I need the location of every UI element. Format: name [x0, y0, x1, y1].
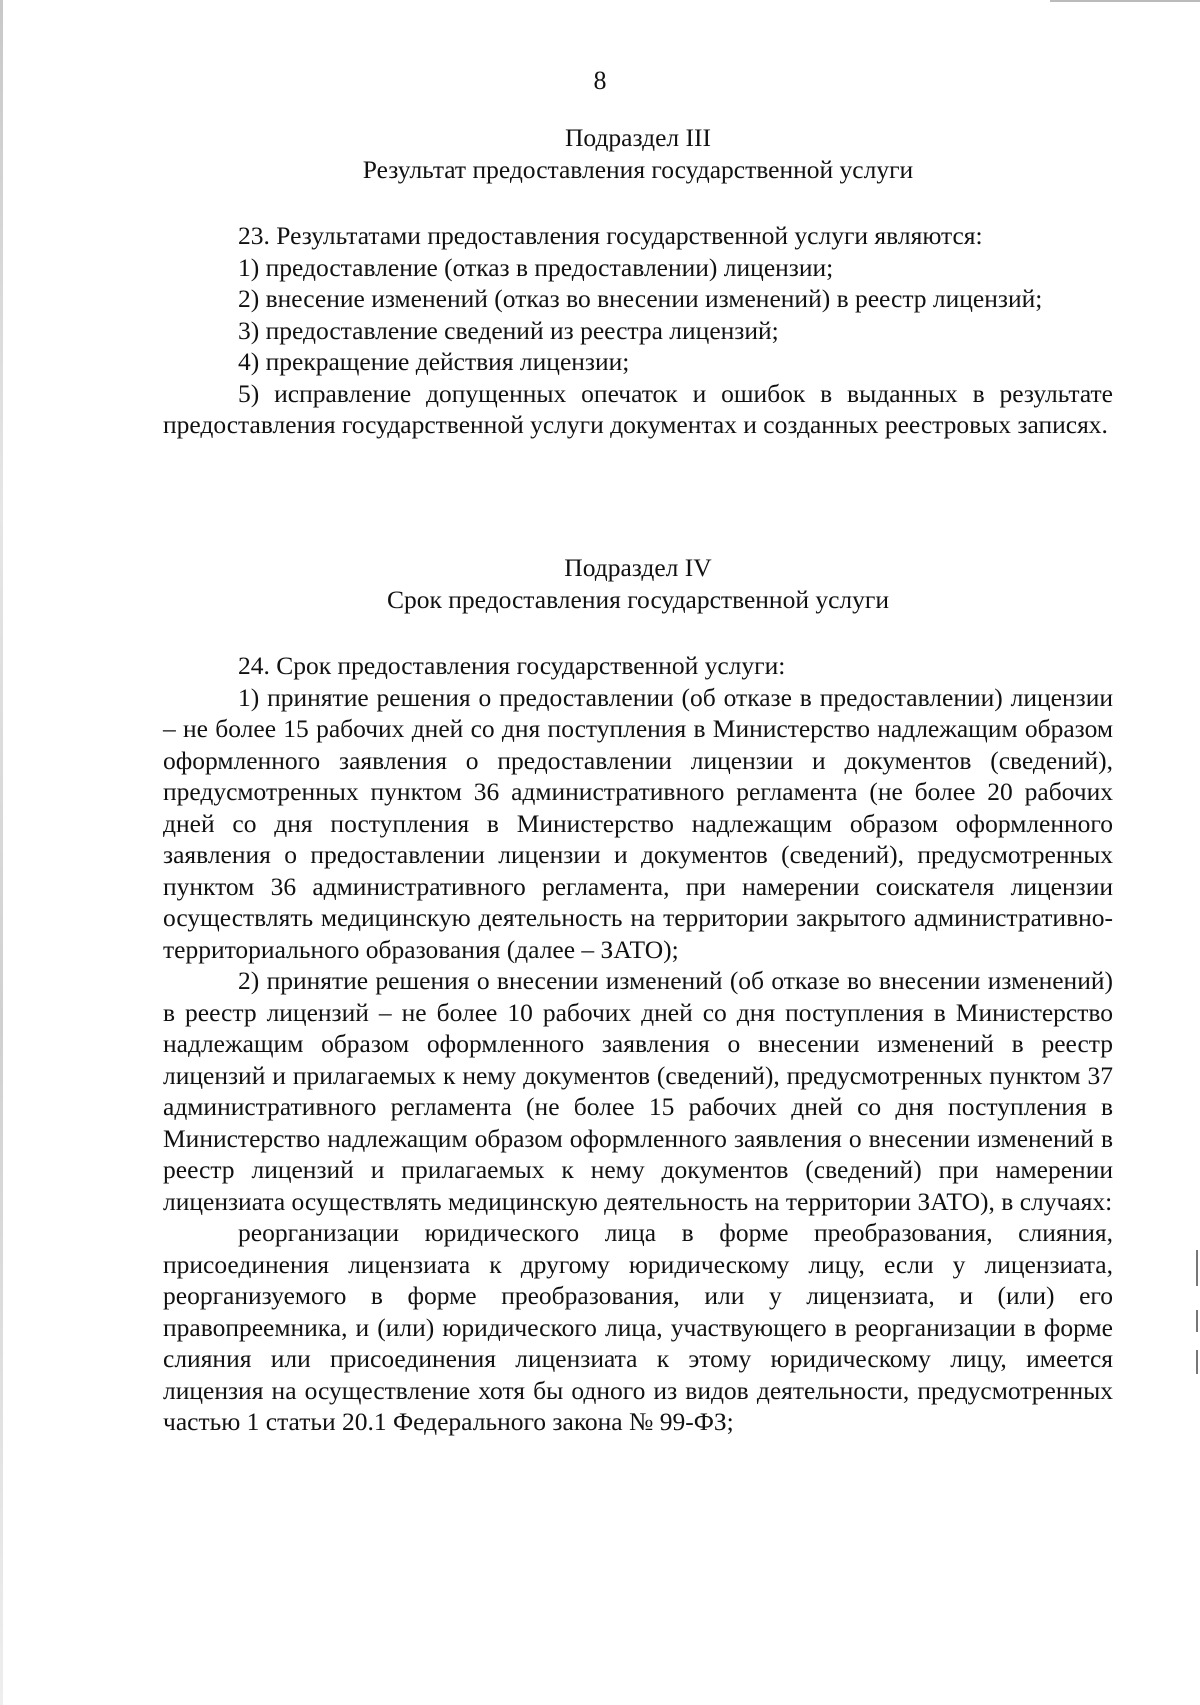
page-number: 8	[593, 66, 607, 95]
section-heading	[163, 552, 1113, 615]
paragraph: 2) принятие решения о внесении изменений (об отказе во внесении изменений) в реестр лицензий – не более 10 рабочих дней со дня поступления в Министерство надлежащим образом оформленного заявления о внесении изменений в реестр лицензий и прилагаемых к нему документов (сведений), предусмотренных пунктом 37 административного регламента (не более 15 рабочих дней со дня поступления в Министерство надлежащим образом оформленного заявления о внесении изменений в реестр лицензий и прилагаемых к нему документов (сведений) при намерении лицензиата осуществлять медицинскую деятельность на территории ЗАТО), в случаях:	[163, 966, 1113, 1216]
paragraph: 4) прекращение действия лицензии;	[238, 347, 630, 376]
section-title: Подраздел IV	[564, 553, 712, 582]
paragraph: 5) исправление допущенных опечаток и ошибок в выданных в результате предоставления государственной услуги документах и созданных реестровых записях.	[163, 378, 1113, 439]
section-heading	[163, 122, 1113, 185]
section-subtitle: Результат предоставления государственной услуги	[362, 154, 914, 184]
scan-artifact	[1196, 1350, 1198, 1374]
paragraph: 2) внесение изменений (отказ во внесении изменений) в реестр лицензий;	[238, 284, 1043, 313]
paragraph: 24. Срок предоставления государственной услуги:	[238, 651, 786, 680]
paragraph: 23. Результатами предоставления государственной услуги являются:	[238, 221, 983, 250]
scan-artifact	[1050, 0, 1200, 2]
section-4	[163, 552, 1113, 615]
section-4-body	[163, 650, 1113, 1438]
scan-artifact	[1196, 1310, 1198, 1332]
paragraph: 1) предоставление (отказ в предоставлении) лицензии;	[238, 252, 834, 282]
paragraph: 1) принятие решения о предоставлении (об отказе в предоставлении) лицензии – не более 15 рабочих дней со дня поступления в Министерство надлежащим образом оформленного заявления о предоставлении лицензии и документов (сведений), предусмотренных пунктом 36 административного регламента (не более 20 рабочих дней со дня поступления в Министерство надлежащим образом оформленного заявления о предоставлении лицензии и документов (сведений), предусмотренных пунктом 36 административного регламента, при намерении соискателя лицензии осуществлять медицинскую деятельность на территории закрытого административно-территориального образования (далее – ЗАТО);	[163, 682, 1113, 964]
scan-artifact	[1196, 1250, 1198, 1286]
section-3	[163, 122, 1113, 185]
paragraph: 3) предоставление сведений из реестра лицензий;	[238, 315, 779, 345]
section-subtitle: Срок предоставления государственной услуги	[386, 584, 889, 614]
scan-edge	[0, 0, 3, 1705]
paragraph: реорганизации юридического лица в форме преобразования, слияния, присоединения лицензиата к другому юридическому лицу, если у лицензиата, реорганизуемого в форме преобразования, или у лицензиата, и (или) его правопреемника, и (или) юридического лица, участвующего в реорганизации в форме слияния или присоединения лицензиата к этому юридическому лицу, имеется лицензия на осуществление хотя бы одного из видов деятельности, предусмотренных частью 1 статьи 20.1 Федерального закона № 99-ФЗ;	[163, 1218, 1113, 1436]
section-title: Подраздел III	[565, 123, 711, 152]
section-3-body	[163, 220, 1113, 441]
